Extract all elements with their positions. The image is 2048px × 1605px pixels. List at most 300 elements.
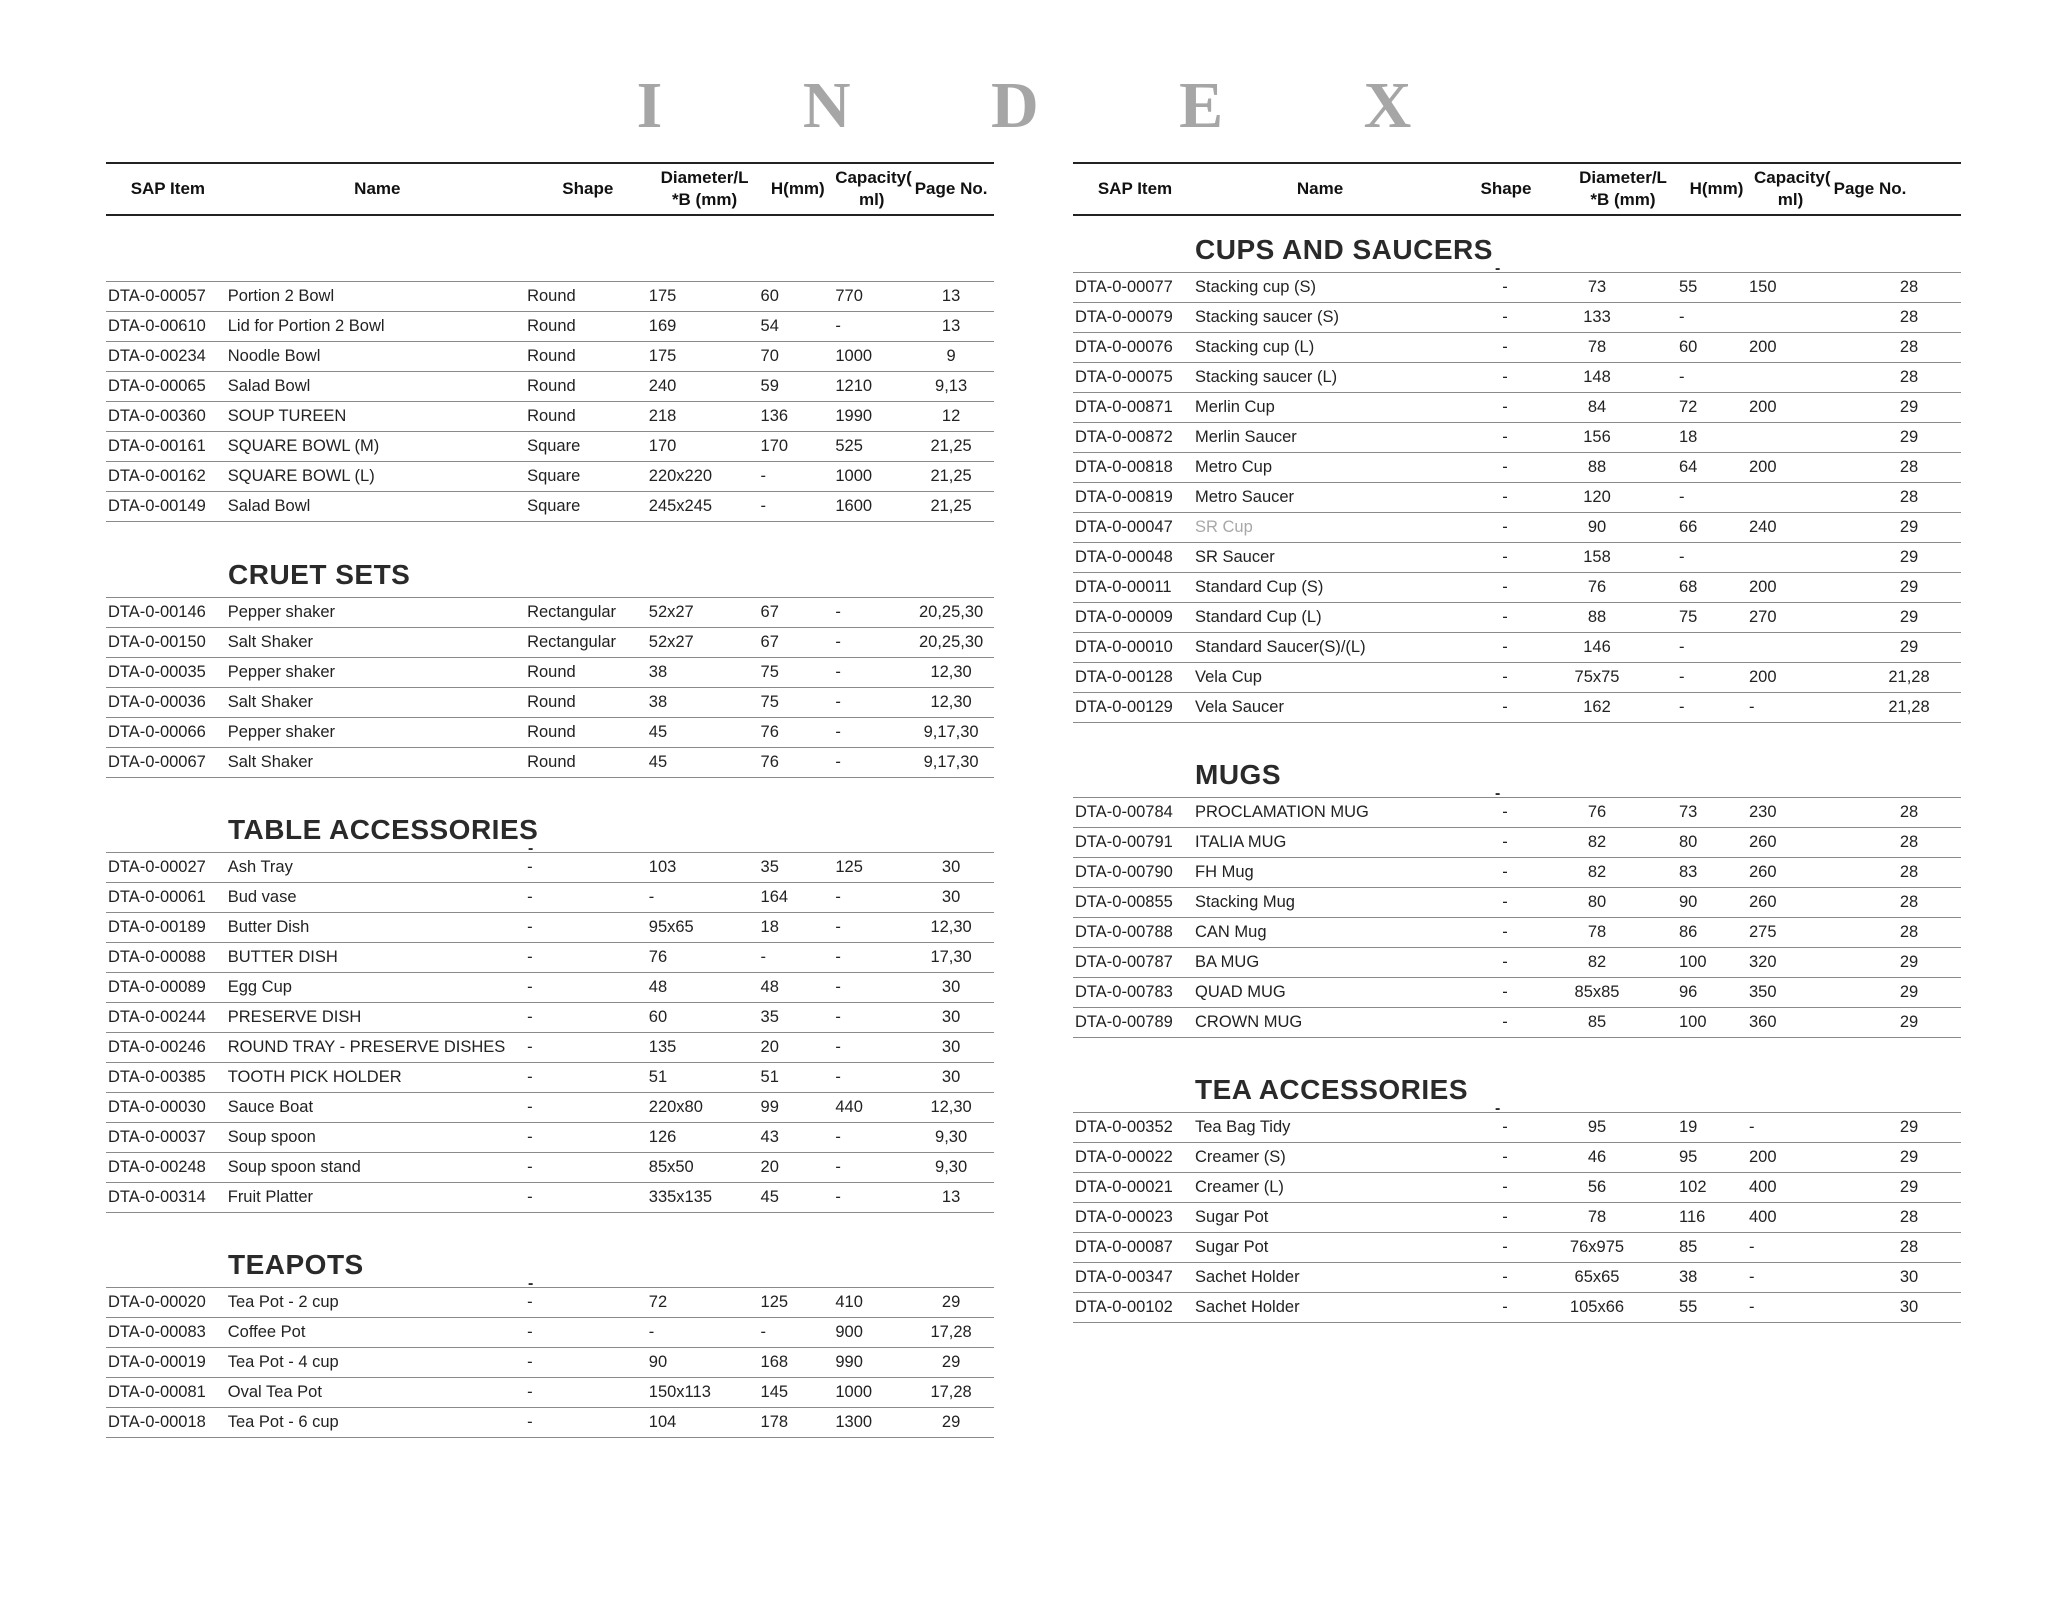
table-row bbox=[1073, 1203, 1961, 1233]
cell-diameter: 245x245 bbox=[648, 497, 713, 515]
cell-name: Stacking Mug bbox=[1195, 893, 1295, 911]
table-row bbox=[106, 1153, 994, 1183]
table-row bbox=[1073, 948, 1961, 978]
cell-height: 75 bbox=[760, 663, 779, 681]
cell-diameter: 220x80 bbox=[648, 1098, 703, 1116]
cell-page-no: 28 bbox=[1899, 1208, 1919, 1226]
cell-height: 55 bbox=[1679, 278, 1698, 296]
cell-shape: - bbox=[1502, 458, 1508, 476]
table-row bbox=[1073, 858, 1961, 888]
cell-capacity: 200 bbox=[1749, 458, 1777, 476]
cell-diameter: 38 bbox=[648, 693, 668, 711]
cell-capacity: - bbox=[1749, 698, 1755, 716]
cell-capacity: 230 bbox=[1749, 803, 1777, 821]
cell-page-no: 20,25,30 bbox=[918, 603, 984, 621]
table-row bbox=[1073, 423, 1961, 453]
table-row bbox=[106, 312, 994, 342]
table-row bbox=[1073, 273, 1961, 303]
cell-diameter: 85x50 bbox=[648, 1158, 694, 1176]
cell-sap-item: DTA-0-00784 bbox=[1075, 803, 1173, 821]
cell-shape: - bbox=[1502, 548, 1508, 566]
cell-page-no: 21,28 bbox=[1888, 668, 1930, 686]
cell-page-no: 30 bbox=[941, 1068, 961, 1086]
table-row bbox=[1073, 393, 1961, 423]
cell-height: - bbox=[760, 467, 767, 485]
cell-diameter: 78 bbox=[1587, 338, 1607, 356]
cell-height: - bbox=[760, 1323, 767, 1341]
cell-capacity: 990 bbox=[835, 1353, 863, 1371]
cell-diameter: 84 bbox=[1587, 398, 1607, 416]
cell-name: Pepper shaker bbox=[227, 603, 336, 621]
cell-page-no: 28 bbox=[1899, 308, 1919, 326]
table-row bbox=[106, 883, 994, 913]
cell-page-no: 30 bbox=[941, 1008, 961, 1026]
cell-capacity: 410 bbox=[835, 1293, 863, 1311]
table-row bbox=[106, 1348, 994, 1378]
cell-diameter: 52x27 bbox=[648, 603, 694, 621]
cell-shape: - bbox=[527, 858, 533, 876]
cell-sap-item: DTA-0-00081 bbox=[108, 1383, 206, 1401]
cell-shape: - bbox=[527, 1188, 533, 1206]
cell-capacity: 400 bbox=[1749, 1208, 1777, 1226]
section-dash: - bbox=[1495, 260, 1501, 277]
table-row bbox=[1073, 888, 1961, 918]
cell-capacity: - bbox=[835, 1128, 841, 1146]
cell-height: 95 bbox=[1679, 1148, 1698, 1166]
table-row bbox=[1073, 573, 1961, 603]
cell-page-no: 12 bbox=[941, 407, 961, 425]
cell-diameter: 51 bbox=[648, 1068, 668, 1086]
table-row bbox=[106, 853, 994, 883]
table-header bbox=[106, 162, 994, 216]
section-rows bbox=[106, 597, 994, 778]
cell-height: 45 bbox=[760, 1188, 779, 1206]
cell-height: 38 bbox=[1679, 1268, 1698, 1286]
cell-sap-item: DTA-0-00079 bbox=[1075, 308, 1173, 326]
cell-name: Metro Saucer bbox=[1195, 488, 1295, 506]
section-title bbox=[106, 553, 994, 597]
cell-capacity: 400 bbox=[1749, 1178, 1777, 1196]
cell-height: 76 bbox=[760, 753, 779, 771]
cell-diameter: 148 bbox=[1583, 368, 1611, 386]
table-row bbox=[1073, 1008, 1961, 1038]
header-height: H(mm) bbox=[770, 179, 825, 198]
cell-diameter: 76x975 bbox=[1569, 1238, 1625, 1256]
cell-page-no: 29 bbox=[941, 1353, 961, 1371]
cell-name: Creamer (S) bbox=[1195, 1148, 1286, 1166]
cell-diameter: 85x85 bbox=[1574, 983, 1620, 1001]
cell-page-no: 9 bbox=[946, 347, 956, 365]
cell-name: SQUARE BOWL (L) bbox=[227, 467, 375, 485]
cell-height: - bbox=[1679, 668, 1685, 686]
table-header bbox=[1073, 162, 1961, 216]
cell-name: Stacking cup (L) bbox=[1195, 338, 1315, 356]
cell-diameter: 335x135 bbox=[648, 1188, 713, 1206]
cell-capacity: 320 bbox=[1749, 953, 1777, 971]
cell-sap-item: DTA-0-00022 bbox=[1075, 1148, 1173, 1166]
cell-name: Metro Cup bbox=[1195, 458, 1273, 476]
cell-capacity: - bbox=[835, 603, 841, 621]
cell-height: 72 bbox=[1679, 398, 1698, 416]
cell-name: SR Saucer bbox=[1195, 548, 1275, 566]
cell-name: Salt Shaker bbox=[227, 633, 314, 651]
cell-name: SOUP TUREEN bbox=[227, 407, 347, 425]
section-title-text: MUGS bbox=[1195, 759, 1281, 790]
cell-height: 35 bbox=[760, 858, 779, 876]
table-row bbox=[1073, 978, 1961, 1008]
header-capacity: Capacity( ml) bbox=[835, 168, 912, 209]
cell-name: Sugar Pot bbox=[1195, 1208, 1269, 1226]
cell-page-no: 17,30 bbox=[930, 948, 972, 966]
header-page-no: Page No. bbox=[914, 179, 988, 198]
header-diameter: Diameter/L *B (mm) bbox=[660, 168, 749, 209]
header-capacity: Capacity( ml) bbox=[1754, 168, 1831, 209]
table-row bbox=[1073, 663, 1961, 693]
cell-sap-item: DTA-0-00075 bbox=[1075, 368, 1173, 386]
cell-height: 170 bbox=[760, 437, 789, 455]
cell-height: 86 bbox=[1679, 923, 1698, 941]
cell-shape: - bbox=[527, 1098, 533, 1116]
right-table-body bbox=[1073, 228, 1961, 1323]
cell-page-no: 29 bbox=[1899, 608, 1919, 626]
table-row bbox=[1073, 693, 1961, 723]
cell-capacity: 260 bbox=[1749, 893, 1777, 911]
cell-page-no: 28 bbox=[1899, 338, 1919, 356]
cell-diameter: 175 bbox=[648, 287, 677, 305]
table-row bbox=[106, 943, 994, 973]
cell-capacity: - bbox=[1749, 1238, 1755, 1256]
cell-height: 102 bbox=[1679, 1178, 1707, 1196]
section-title-text: TEAPOTS bbox=[228, 1249, 364, 1280]
cell-diameter: 90 bbox=[648, 1353, 668, 1371]
cell-height: 60 bbox=[760, 287, 779, 305]
cell-height: 85 bbox=[1679, 1238, 1698, 1256]
cell-sap-item: DTA-0-00027 bbox=[108, 858, 206, 876]
cell-sap-item: DTA-0-00352 bbox=[1075, 1118, 1173, 1136]
cell-name: Ash Tray bbox=[227, 858, 293, 876]
cell-capacity: - bbox=[835, 633, 841, 651]
cell-page-no: 30 bbox=[1899, 1298, 1919, 1316]
header-sap-item: SAP Item bbox=[1097, 179, 1173, 198]
cell-diameter: 75x75 bbox=[1574, 668, 1620, 686]
cell-page-no: 20,25,30 bbox=[918, 633, 984, 651]
cell-name: Merlin Saucer bbox=[1195, 428, 1297, 446]
cell-page-no: 29 bbox=[1899, 398, 1919, 416]
cell-sap-item: DTA-0-00009 bbox=[1075, 608, 1173, 626]
cell-name: Merlin Cup bbox=[1195, 398, 1275, 416]
table-row bbox=[106, 1063, 994, 1093]
table-row bbox=[106, 718, 994, 748]
cell-sap-item: DTA-0-00018 bbox=[108, 1413, 206, 1431]
table-row bbox=[1073, 1293, 1961, 1323]
cell-capacity: - bbox=[835, 978, 841, 996]
cell-capacity: - bbox=[835, 888, 841, 906]
table-row bbox=[106, 748, 994, 778]
table-row bbox=[106, 1378, 994, 1408]
header-shape: Shape bbox=[1480, 179, 1532, 198]
cell-sap-item: DTA-0-00347 bbox=[1075, 1268, 1173, 1286]
cell-shape: Round bbox=[527, 317, 576, 335]
cell-sap-item: DTA-0-00048 bbox=[1075, 548, 1173, 566]
cell-name: BA MUG bbox=[1195, 953, 1260, 971]
index-section bbox=[1073, 753, 1961, 1038]
header-height: H(mm) bbox=[1689, 179, 1744, 198]
table-row bbox=[106, 973, 994, 1003]
cell-height: 66 bbox=[1679, 518, 1698, 536]
cell-name: Butter Dish bbox=[227, 918, 310, 936]
cell-sap-item: DTA-0-00067 bbox=[108, 753, 206, 771]
cell-diameter: 90 bbox=[1587, 518, 1607, 536]
cell-name: Fruit Platter bbox=[227, 1188, 314, 1206]
section-title bbox=[1073, 753, 1961, 802]
cell-shape: Square bbox=[527, 437, 581, 455]
table-row bbox=[1073, 1233, 1961, 1263]
table-row bbox=[106, 628, 994, 658]
cell-shape: - bbox=[527, 1413, 533, 1431]
cell-shape: - bbox=[1502, 1148, 1508, 1166]
table-row bbox=[106, 1123, 994, 1153]
cell-diameter: 56 bbox=[1587, 1178, 1607, 1196]
cell-sap-item: DTA-0-00787 bbox=[1075, 953, 1173, 971]
cell-diameter: 65x65 bbox=[1574, 1268, 1620, 1286]
section-title-text: TABLE ACCESSORIES bbox=[228, 814, 539, 845]
cell-height: 60 bbox=[1679, 338, 1698, 356]
cell-height: - bbox=[1679, 638, 1685, 656]
cell-capacity: 200 bbox=[1749, 338, 1777, 356]
cell-shape: - bbox=[1502, 893, 1508, 911]
cell-page-no: 29 bbox=[1899, 428, 1919, 446]
cell-sap-item: DTA-0-00088 bbox=[108, 948, 206, 966]
index-section bbox=[106, 808, 994, 1213]
table-row bbox=[1073, 798, 1961, 828]
cell-page-no: 30 bbox=[941, 1038, 961, 1056]
cell-shape: - bbox=[527, 1038, 533, 1056]
index-section bbox=[1073, 228, 1961, 723]
section-title-text: TEA ACCESSORIES bbox=[1195, 1074, 1469, 1105]
cell-name: Portion 2 Bowl bbox=[227, 287, 335, 305]
cell-capacity: 525 bbox=[835, 437, 863, 455]
cell-page-no: 28 bbox=[1899, 368, 1919, 386]
cell-shape: - bbox=[527, 1353, 533, 1371]
cell-height: 35 bbox=[760, 1008, 779, 1026]
cell-height: - bbox=[1679, 308, 1685, 326]
cell-page-no: 12,30 bbox=[930, 918, 972, 936]
cell-height: 178 bbox=[760, 1413, 789, 1431]
cell-sap-item: DTA-0-00030 bbox=[108, 1098, 206, 1116]
cell-shape: - bbox=[527, 888, 533, 906]
section-title-text: CUPS AND SAUCERS bbox=[1195, 234, 1493, 265]
cell-page-no: 30 bbox=[1899, 1268, 1919, 1286]
cell-shape: - bbox=[1502, 953, 1508, 971]
cell-shape: - bbox=[1502, 278, 1508, 296]
page-title: I N D E X bbox=[636, 69, 1474, 142]
cell-shape: - bbox=[1502, 308, 1508, 326]
cell-page-no: 28 bbox=[1899, 278, 1919, 296]
cell-sap-item: DTA-0-00065 bbox=[108, 377, 206, 395]
cell-sap-item: DTA-0-00150 bbox=[108, 633, 206, 651]
cell-sap-item: DTA-0-00061 bbox=[108, 888, 206, 906]
cell-diameter: 78 bbox=[1587, 1208, 1607, 1226]
cell-height: - bbox=[1679, 698, 1685, 716]
cell-name: SR Cup bbox=[1195, 518, 1253, 536]
cell-page-no: 30 bbox=[941, 888, 961, 906]
table-row bbox=[106, 492, 994, 522]
cell-page-no: 21,25 bbox=[930, 467, 972, 485]
cell-sap-item: DTA-0-00011 bbox=[1075, 578, 1172, 596]
cell-page-no: 29 bbox=[1899, 1178, 1919, 1196]
table-row bbox=[106, 1408, 994, 1438]
cell-height: 100 bbox=[1679, 1013, 1707, 1031]
table-row bbox=[1073, 453, 1961, 483]
cell-page-no: 21,25 bbox=[930, 437, 972, 455]
cell-name: Sugar Pot bbox=[1195, 1238, 1269, 1256]
cell-diameter: 95x65 bbox=[648, 918, 694, 936]
cell-diameter: 52x27 bbox=[648, 633, 694, 651]
cell-height: 100 bbox=[1679, 953, 1707, 971]
cell-shape: Round bbox=[527, 753, 576, 771]
cell-diameter: 82 bbox=[1587, 833, 1607, 851]
cell-diameter: 78 bbox=[1587, 923, 1607, 941]
cell-shape: Round bbox=[527, 377, 576, 395]
cell-page-no: 9,17,30 bbox=[923, 723, 979, 741]
cell-capacity: 1300 bbox=[835, 1413, 873, 1431]
cell-name: Pepper shaker bbox=[227, 723, 336, 741]
cell-name: Standard Cup (S) bbox=[1195, 578, 1324, 596]
table-row bbox=[1073, 303, 1961, 333]
cell-shape: - bbox=[527, 948, 533, 966]
cell-shape: Rectangular bbox=[527, 603, 617, 621]
cell-shape: - bbox=[1502, 1118, 1508, 1136]
cell-shape: - bbox=[527, 978, 533, 996]
cell-shape: - bbox=[1502, 368, 1508, 386]
cell-sap-item: DTA-0-00872 bbox=[1075, 428, 1173, 446]
cell-sap-item: DTA-0-00129 bbox=[1075, 698, 1173, 716]
cell-page-no: 21,28 bbox=[1888, 698, 1930, 716]
cell-diameter: 170 bbox=[648, 437, 677, 455]
cell-height: 125 bbox=[760, 1293, 789, 1311]
cell-capacity: 125 bbox=[835, 858, 863, 876]
cell-name: Pepper shaker bbox=[227, 663, 336, 681]
cell-capacity: - bbox=[1749, 1118, 1755, 1136]
table-row bbox=[1073, 603, 1961, 633]
cell-diameter: 38 bbox=[648, 663, 668, 681]
cell-sap-item: DTA-0-00385 bbox=[108, 1068, 206, 1086]
table-row bbox=[1073, 918, 1961, 948]
cell-name: Sachet Holder bbox=[1195, 1298, 1300, 1316]
cell-name: QUAD MUG bbox=[1195, 983, 1286, 1001]
cell-shape: - bbox=[527, 1068, 533, 1086]
right-index-table bbox=[1073, 162, 1961, 1323]
header-name: Name bbox=[354, 179, 401, 198]
cell-name: SQUARE BOWL (M) bbox=[227, 437, 380, 455]
cell-page-no: 29 bbox=[941, 1413, 961, 1431]
cell-shape: - bbox=[1502, 698, 1508, 716]
cell-name: Sachet Holder bbox=[1195, 1268, 1300, 1286]
cell-name: Sauce Boat bbox=[227, 1098, 314, 1116]
cell-capacity: 1000 bbox=[835, 347, 873, 365]
table-row bbox=[1073, 513, 1961, 543]
cell-height: 67 bbox=[760, 633, 779, 651]
cell-capacity: - bbox=[1749, 1298, 1755, 1316]
table-row bbox=[1073, 1263, 1961, 1293]
cell-shape: - bbox=[527, 1158, 533, 1176]
cell-page-no: 28 bbox=[1899, 1238, 1919, 1256]
section-rows bbox=[1073, 797, 1961, 1038]
cell-diameter: 76 bbox=[648, 948, 668, 966]
section-dash: - bbox=[528, 1275, 534, 1292]
cell-diameter: 150x113 bbox=[648, 1383, 711, 1401]
cell-capacity: 150 bbox=[1749, 278, 1777, 296]
cell-diameter: 88 bbox=[1587, 608, 1607, 626]
cell-shape: Square bbox=[527, 497, 581, 515]
cell-page-no: 13 bbox=[941, 287, 961, 305]
cell-capacity: 270 bbox=[1749, 608, 1777, 626]
cell-height: 136 bbox=[760, 407, 789, 425]
cell-shape: - bbox=[1502, 803, 1508, 821]
cell-height: 54 bbox=[760, 317, 779, 335]
cell-page-no: 28 bbox=[1899, 803, 1919, 821]
cell-sap-item: DTA-0-00035 bbox=[108, 663, 206, 681]
cell-sap-item: DTA-0-00083 bbox=[108, 1323, 206, 1341]
cell-capacity: 200 bbox=[1749, 1148, 1777, 1166]
cell-name: CAN Mug bbox=[1195, 923, 1267, 941]
cell-name: Stacking saucer (L) bbox=[1195, 368, 1338, 386]
cell-page-no: 29 bbox=[1899, 953, 1919, 971]
cell-diameter: 48 bbox=[648, 978, 668, 996]
cell-page-no: 29 bbox=[1899, 1013, 1919, 1031]
cell-name: Stacking saucer (S) bbox=[1195, 308, 1339, 326]
cell-height: 18 bbox=[1679, 428, 1698, 446]
cell-height: 20 bbox=[760, 1158, 779, 1176]
table-row bbox=[106, 432, 994, 462]
table-row bbox=[1073, 828, 1961, 858]
cell-height: 168 bbox=[760, 1353, 789, 1371]
cell-sap-item: DTA-0-00819 bbox=[1075, 488, 1173, 506]
cell-page-no: 12,30 bbox=[930, 693, 972, 711]
cell-diameter: 80 bbox=[1587, 893, 1607, 911]
cell-capacity: 1210 bbox=[835, 377, 873, 395]
cell-sap-item: DTA-0-00047 bbox=[1075, 518, 1173, 536]
cell-sap-item: DTA-0-00010 bbox=[1075, 638, 1173, 656]
cell-shape: Round bbox=[527, 723, 576, 741]
cell-page-no: 28 bbox=[1899, 833, 1919, 851]
cell-capacity: - bbox=[835, 723, 841, 741]
cell-sap-item: DTA-0-00791 bbox=[1075, 833, 1173, 851]
header-page-no: Page No. bbox=[1833, 179, 1907, 198]
cell-sap-item: DTA-0-00037 bbox=[108, 1128, 206, 1146]
cell-height: 20 bbox=[760, 1038, 779, 1056]
cell-shape: Round bbox=[527, 287, 576, 305]
table-row bbox=[106, 1093, 994, 1123]
cell-shape: - bbox=[1502, 1268, 1508, 1286]
cell-sap-item: DTA-0-00244 bbox=[108, 1008, 206, 1026]
index-section bbox=[106, 553, 994, 778]
cell-height: 64 bbox=[1679, 458, 1698, 476]
cell-sap-item: DTA-0-00021 bbox=[1075, 1178, 1173, 1196]
cell-capacity: - bbox=[835, 1158, 841, 1176]
header-sap-item: SAP Item bbox=[130, 179, 206, 198]
cell-diameter: 60 bbox=[648, 1008, 668, 1026]
table-row bbox=[106, 1288, 994, 1318]
cell-sap-item: DTA-0-00077 bbox=[1075, 278, 1173, 296]
section-title bbox=[1073, 228, 1961, 277]
cell-height: - bbox=[760, 948, 767, 966]
cell-height: - bbox=[1679, 368, 1685, 386]
cell-sap-item: DTA-0-00036 bbox=[108, 693, 206, 711]
cell-height: 19 bbox=[1679, 1118, 1698, 1136]
cell-sap-item: DTA-0-00314 bbox=[108, 1188, 206, 1206]
section-rows bbox=[1073, 1112, 1961, 1323]
